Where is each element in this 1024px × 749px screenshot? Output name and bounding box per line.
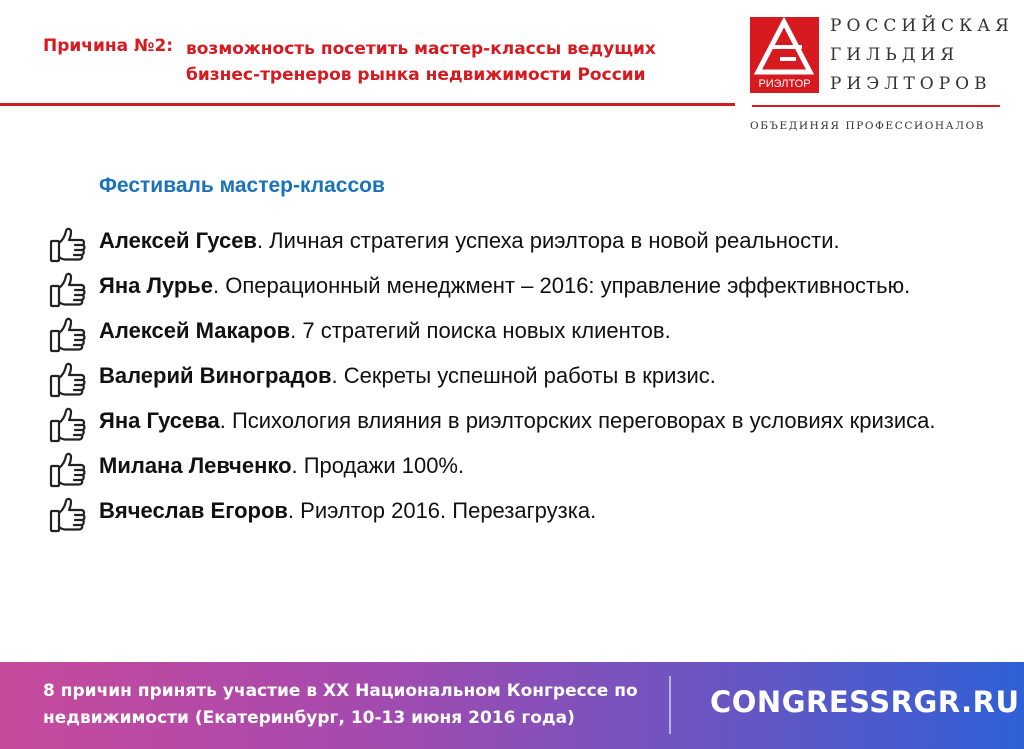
section-title: Фестиваль мастер-классов [99, 174, 385, 197]
guild-name-line-3: РИЭЛТОРОВ [830, 74, 992, 94]
thumbs-up-icon [48, 359, 88, 399]
logo-divider [752, 105, 1000, 107]
talk-title: . Риэлтор 2016. Перезагрузка. [287, 498, 597, 523]
speaker-name: Валерий Виноградов [99, 363, 332, 388]
congress-site-link[interactable]: CONGRESSRGR.RU [710, 685, 1020, 719]
guild-motto: ОБЪЕДИНЯЯ ПРОФЕССИОНАЛОВ [750, 120, 986, 132]
thumbs-up-icon [48, 449, 88, 489]
speaker-name: Яна Гусева [99, 408, 220, 433]
speaker-name: Яна Лурье [99, 273, 214, 298]
masterclass-list [48, 224, 998, 527]
list-item [48, 494, 998, 527]
list-item [48, 404, 998, 437]
footer-line-1: 8 причин принять участие в XX Национальном Конгрессе по [43, 681, 638, 701]
list-item [48, 314, 998, 347]
header-divider [0, 103, 735, 106]
thumbs-up-icon [48, 404, 88, 444]
list-item [48, 449, 998, 482]
thumbs-up-icon [48, 224, 88, 264]
guild-name-line-1: РОССИЙСКАЯ [830, 16, 1014, 36]
reason-line-1: возможность посетить мастер-классы ведущих [186, 39, 656, 59]
thumbs-up-icon [48, 494, 88, 534]
talk-title: . Психология влияния в риэлторских переговорах в условиях кризиса. [219, 408, 936, 433]
footer-divider [669, 676, 671, 734]
thumbs-up-icon [48, 314, 88, 354]
speaker-name: Алексей Макаров [99, 318, 291, 343]
speaker-name: Милана Левченко [99, 453, 292, 478]
speaker-name: Алексей Гусев [99, 228, 257, 253]
footer-banner [0, 662, 1024, 749]
list-item [48, 359, 998, 392]
guild-name-line-2: ГИЛЬДИЯ [830, 45, 960, 65]
talk-title: . Продажи 100%. [291, 453, 465, 478]
guild-logo-mark [750, 17, 819, 93]
list-item [48, 269, 998, 302]
guild-name [830, 12, 1014, 99]
talk-title: . Секреты успешной работы в кризис. [331, 363, 716, 388]
thumbs-up-icon [48, 269, 88, 309]
list-item [48, 224, 998, 257]
footer-caption [43, 678, 663, 732]
logo-mark-text: РИЭЛТОР [758, 78, 811, 90]
talk-title: . Операционный менеджмент – 2016: управление эффективностью. [213, 273, 911, 298]
reason-label: Причина №2: [43, 36, 174, 56]
speaker-name: Вячеслав Егоров [99, 498, 288, 523]
reason-text [186, 36, 706, 88]
talk-title: . 7 стратегий поиска новых клиентов. [290, 318, 671, 343]
reason-line-2: бизнес-тренеров рынка недвижимости России [186, 65, 646, 85]
footer-line-2: недвижимости (Екатеринбург, 10-13 июня 2016 года) [43, 708, 575, 728]
talk-title: . Личная стратегия успеха риэлтора в новой реальности. [256, 228, 840, 253]
